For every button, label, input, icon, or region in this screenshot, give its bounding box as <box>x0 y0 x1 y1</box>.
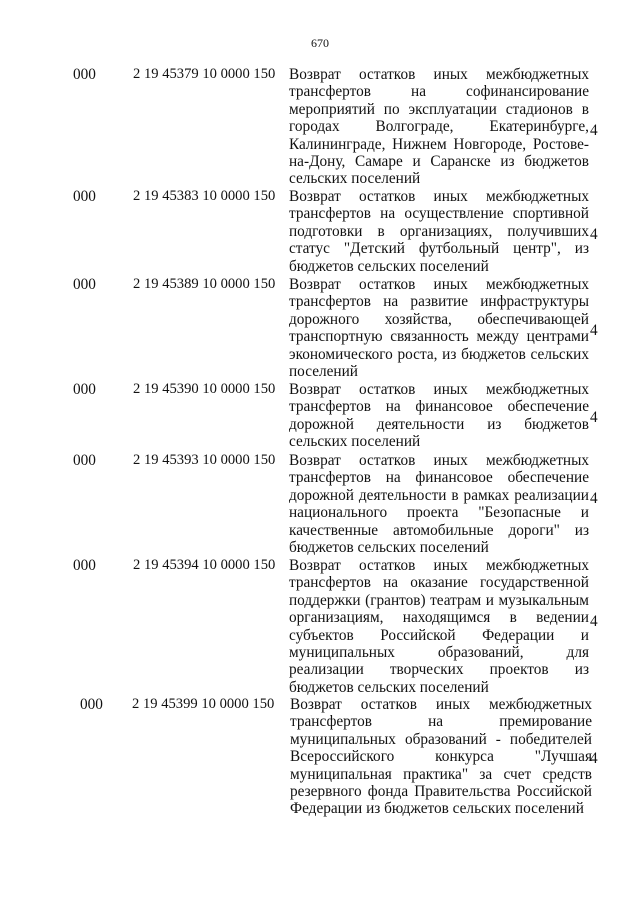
income-description: Возврат остатков иных межбюджетных трансфертов на финансовое обеспечение дорожной деятельности из бюджетов сельских поселений <box>289 381 589 451</box>
budget-level: 4 <box>590 613 598 630</box>
budget-level: 4 <box>590 226 598 243</box>
budget-classification-code: 2 19 45379 10 0000 150 <box>133 66 276 82</box>
income-description: Возврат остатков иных межбюджетных трансфертов на премирование муниципальных образований - победителей Всероссийского конкурса "Лучшая муниципальная практика" за счет средств резервного фонда Правительства Российской Федерации из бюджетов сельских поселений <box>290 696 592 818</box>
income-description: Возврат остатков иных межбюджетных трансфертов на развитие инфраструктуры дорожного хозяйства, обеспечивающей транспортную связанность между центрами экономического роста, из бюджетов сельских поселений <box>289 276 589 381</box>
admin-code: 000 <box>73 557 96 574</box>
income-description: Возврат остатков иных межбюджетных трансфертов на осуществление спортивной подготовки в организациях, получивших статус "Детский футбольный центр", из бюджетов сельских поселений <box>289 188 589 275</box>
admin-code: 000 <box>73 66 96 83</box>
budget-classification-code: 2 19 45393 10 0000 150 <box>133 452 276 468</box>
budget-code-table <box>0 66 640 819</box>
admin-code: 000 <box>80 696 103 713</box>
budget-classification-code: 2 19 45399 10 0000 150 <box>132 696 275 712</box>
admin-code: 000 <box>73 452 96 469</box>
table-row <box>0 381 640 451</box>
table-row <box>0 276 640 380</box>
table-row <box>0 66 640 187</box>
table-row <box>0 557 640 695</box>
budget-level: 4 <box>590 122 598 139</box>
budget-level: 4 <box>590 409 598 426</box>
income-description: Возврат остатков иных межбюджетных трансфертов на оказание государственной поддержки (грантов) театрам и музыкальным организациям, находящимся в ведении субъектов Российской Федерации и муниципальных образований, для реализации творческих проектов из бюджетов сельских поселений <box>289 557 589 696</box>
income-description: Возврат остатков иных межбюджетных трансфертов на финансовое обеспечение дорожной деятельности в рамках реализации национального проекта "Безопасные и качественные автомобильные дороги" из бюджетов сельских поселений <box>289 452 589 557</box>
budget-level: 4 <box>590 750 598 767</box>
budget-classification-code: 2 19 45389 10 0000 150 <box>133 276 276 292</box>
budget-classification-code: 2 19 45394 10 0000 150 <box>133 557 276 573</box>
table-row <box>0 188 640 275</box>
admin-code: 000 <box>73 188 96 205</box>
budget-classification-code: 2 19 45390 10 0000 150 <box>133 381 276 397</box>
income-description: Возврат остатков иных межбюджетных трансфертов на софинансирование мероприятий по эксплуатации стадионов в городах Волгограде, Екатеринбурге, Калининграде, Нижнем Новгороде, Ростове-на-Дону, Самаре и Саранске из бюджетов сельских поселений <box>289 66 589 188</box>
admin-code: 000 <box>73 381 96 398</box>
page-number: 670 <box>311 36 329 50</box>
admin-code: 000 <box>73 276 96 293</box>
budget-level: 4 <box>590 322 598 339</box>
table-row <box>0 696 640 818</box>
budget-classification-code: 2 19 45383 10 0000 150 <box>133 188 276 204</box>
budget-level: 4 <box>590 490 598 507</box>
table-row <box>0 452 640 556</box>
